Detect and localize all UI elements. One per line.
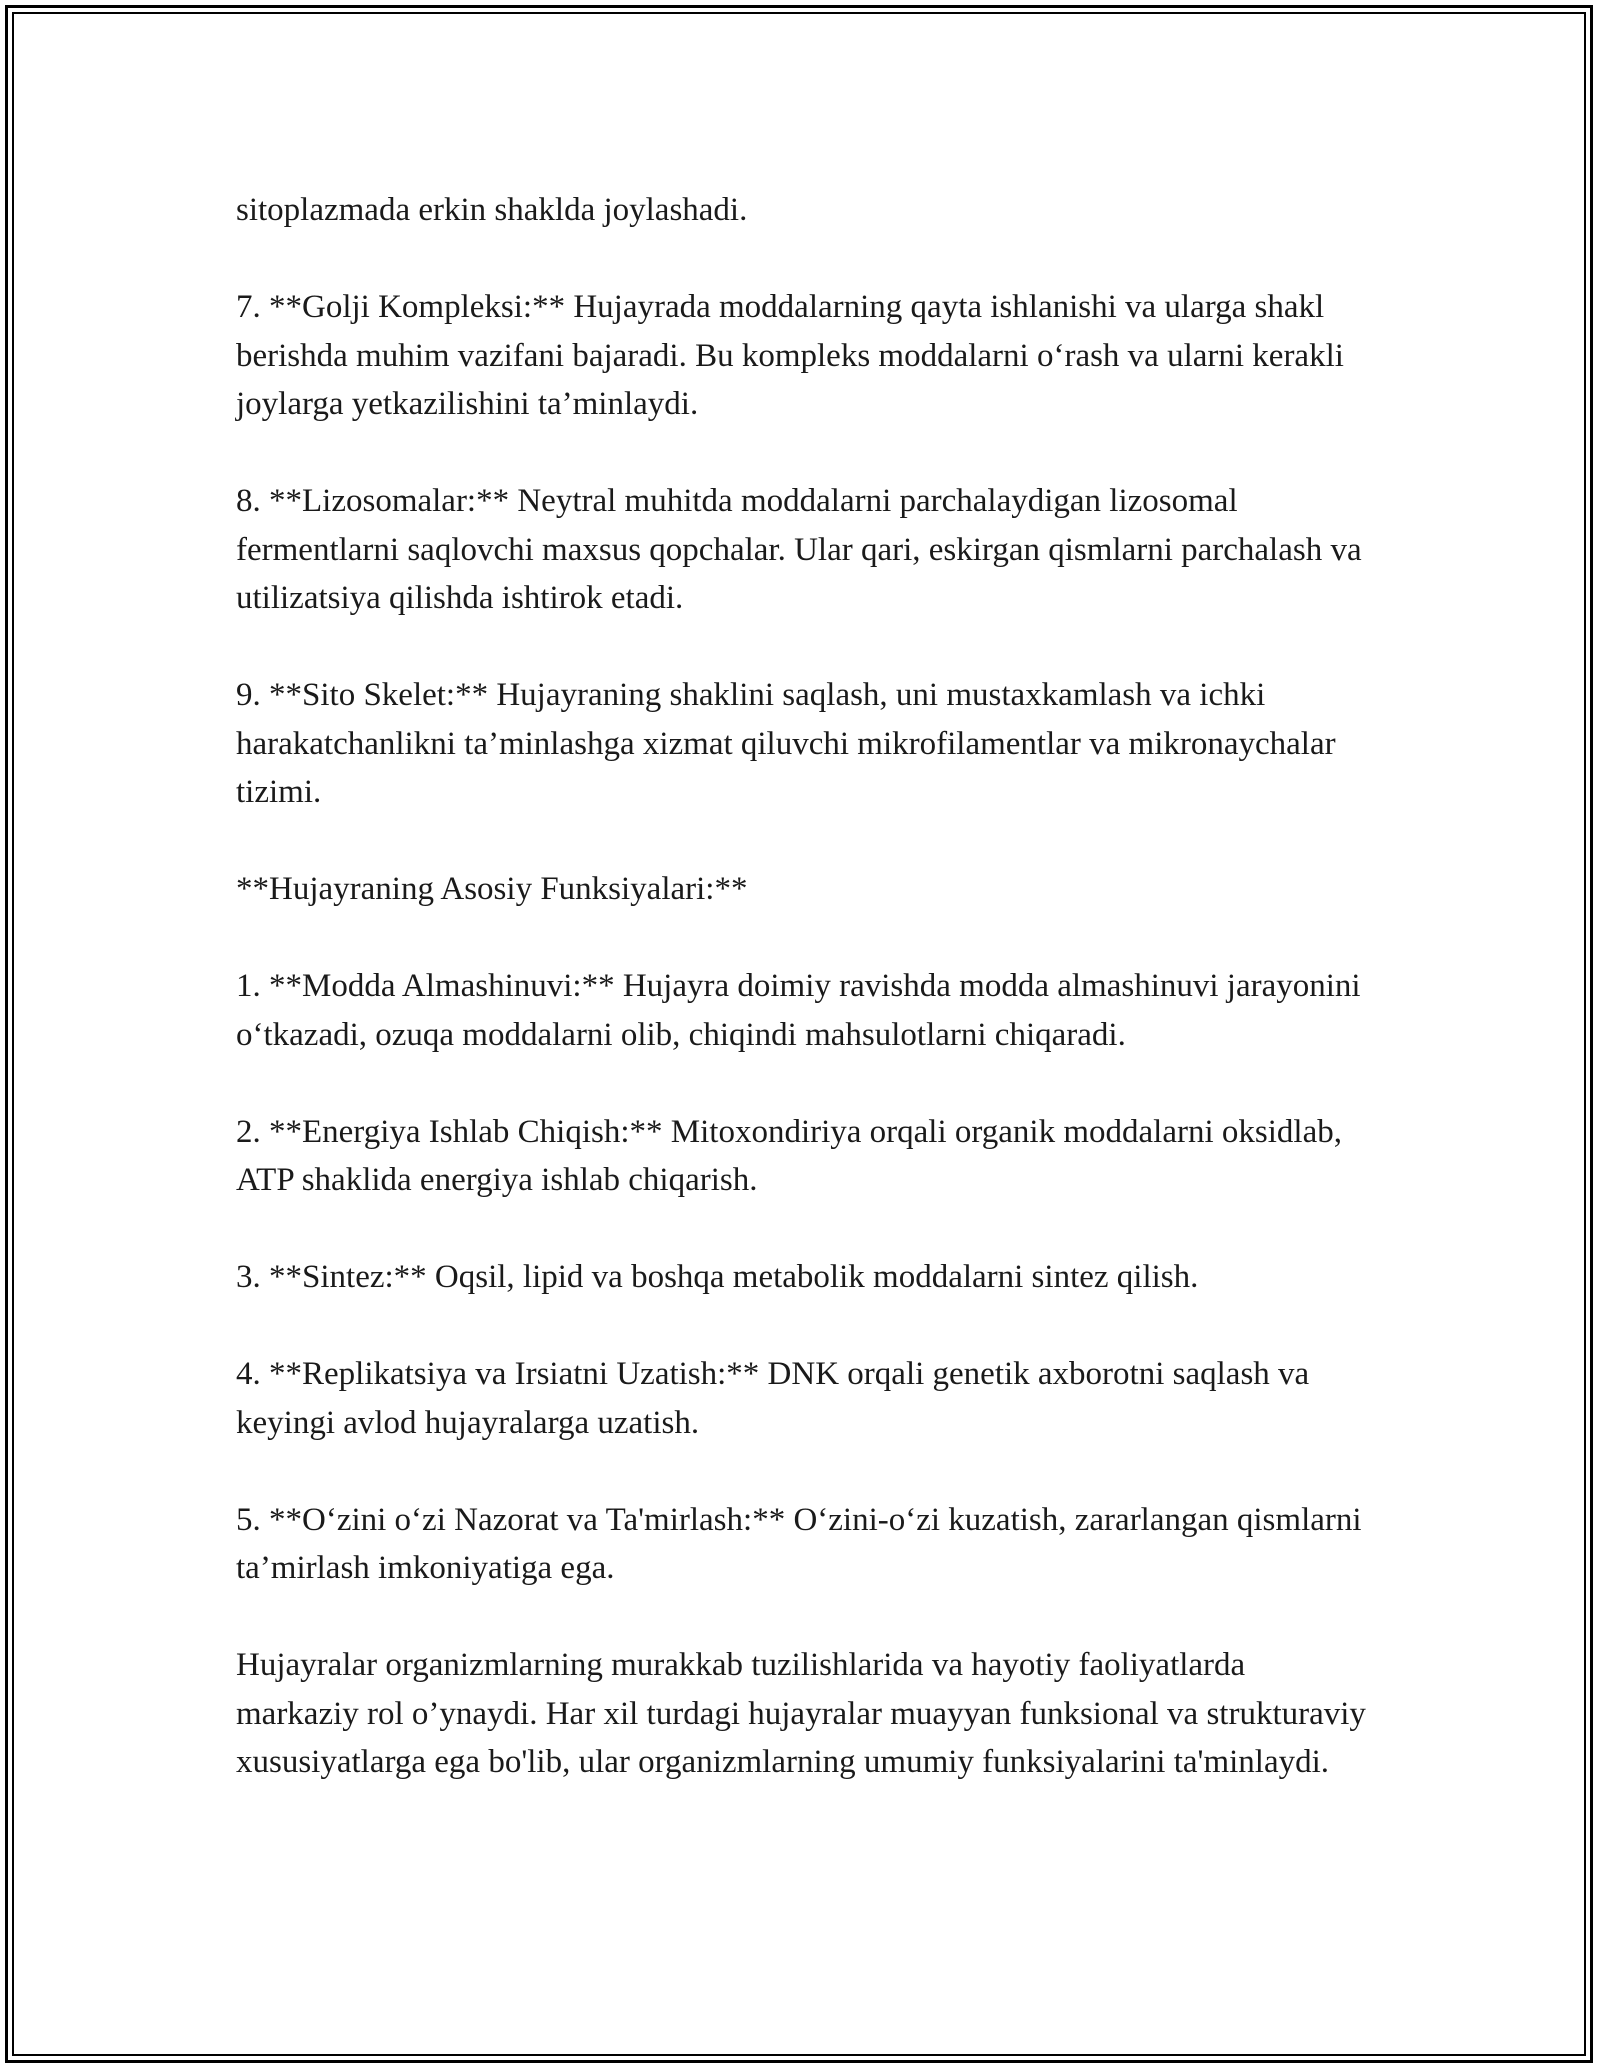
section-heading-funksiyalar: **Hujayraning Asosiy Funksiyalari:** <box>236 871 748 907</box>
paragraph-nazorat: 5. **O‘zini o‘zi Nazorat va Ta'mirlash:** O‘zini-o‘zi kuzatish, zararlangan qismlarni ta’mirlash imkoniyatiga ega. <box>236 1501 1362 1586</box>
document-body <box>236 186 1376 1787</box>
paragraph-lizosomalar: 8. **Lizosomalar:** Neytral muhitda moddalarni parchalaydigan lizosomal fermentlarni saqlovchi maxsus qopchalar. Ular qari, eskirgan qismlarni parchalash va utilizatsiya qilishda ishtirok etadi. <box>236 483 1362 616</box>
paragraph-energiya: 2. **Energiya Ishlab Chiqish:** Mitoxondiriya orqali organik moddalarni oksidlab, ATP shaklida energiya ishlab chiqarish. <box>236 1113 1342 1198</box>
paragraph-conclusion: Hujayralar organizmlarning murakkab tuzilishlarida va hayotiy faoliyatlarda markaziy rol o’ynaydi. Har xil turdagi hujayralar muayyan funksional va strukturaviy xususiyatlarga ega bo'lib, ular organizmlarning umumiy funksiyalarini ta'minlaydi. <box>236 1647 1366 1780</box>
paragraph-sito-skelet: 9. **Sito Skelet:** Hujayraning shaklini saqlash, uni mustaxkamlash va ichki harakatchanlikni ta’minlashga xizmat qiluvchi mikrofilamentlar va mikronaychalar tizimi. <box>236 677 1336 810</box>
paragraph-golji-kompleksi: 7. **Golji Kompleksi:** Hujayrada moddalarning qayta ishlanishi va ularga shakl berishda muhim vazifani bajaradi. Bu kompleks moddalarni o‘rash va ularni kerakli joylarga yetkazilishini ta’minlaydi. <box>236 289 1344 422</box>
paragraph-modda-almashinuvi: 1. **Modda Almashinuvi:** Hujayra doimiy ravishda modda almashinuvi jarayonini o‘tkazadi, ozuqa moddalarni olib, chiqindi mahsulotlarni chiqaradi. <box>236 968 1361 1053</box>
paragraph-sintez: 3. **Sintez:** Oqsil, lipid va boshqa metabolik moddalarni sintez qilish. <box>236 1259 1199 1295</box>
paragraph-replikatsiya: 4. **Replikatsiya va Irsiatni Uzatish:** DNK orqali genetik axborotni saqlash va keyingi avlod hujayralarga uzatish. <box>236 1356 1310 1441</box>
paragraph-continuation: sitoplazmada erkin shaklda joylashadi. <box>236 192 748 228</box>
